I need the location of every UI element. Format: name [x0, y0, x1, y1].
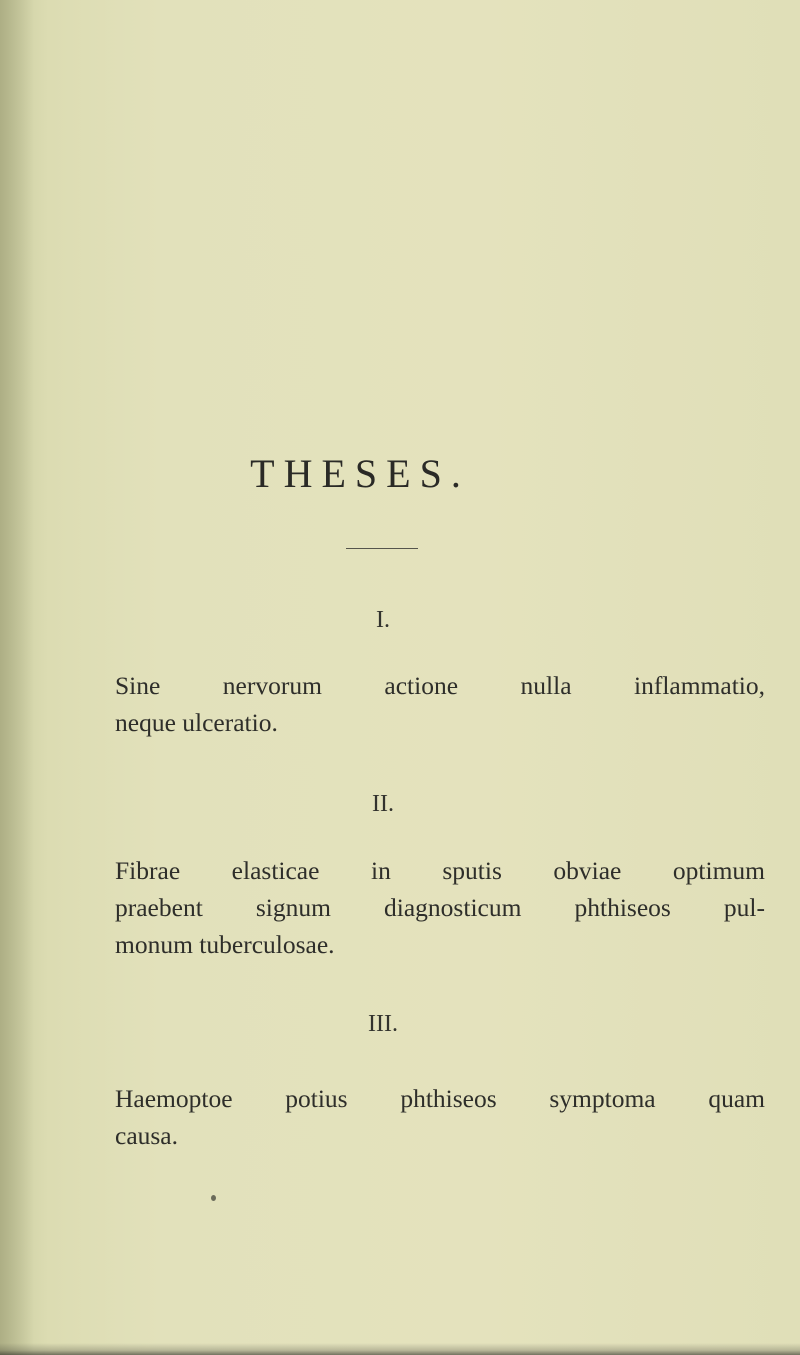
thesis-3-line-1: Haemoptoe potius phthiseos symptoma quam	[115, 1084, 765, 1113]
thesis-numeral-3: III.	[368, 1011, 398, 1037]
page-bottom-edge	[0, 1343, 800, 1355]
thesis-2-line-1: Fibrae elasticae in sputis obviae optimum	[115, 856, 765, 885]
page-title: THESES.	[250, 451, 470, 496]
thesis-numeral-2: II.	[372, 791, 394, 817]
thesis-text-2	[115, 852, 765, 963]
thesis-2-line-3: monum tuberculosae.	[115, 930, 335, 959]
thesis-text-3	[115, 1080, 765, 1154]
thesis-1-line-2: neque ulceratio.	[115, 708, 278, 737]
thesis-3-line-2: causa.	[115, 1121, 179, 1150]
thesis-numeral-1: I.	[376, 607, 390, 633]
thesis-1-line-1: Sine nervorum actione nulla inflammatio,	[115, 671, 765, 700]
title-divider	[346, 548, 418, 549]
binding-shadow	[0, 0, 34, 1355]
ink-spot	[211, 1195, 216, 1201]
thesis-text-1	[115, 667, 765, 741]
thesis-2-line-2: praebent signum diagnosticum phthiseos pul-	[115, 893, 765, 922]
